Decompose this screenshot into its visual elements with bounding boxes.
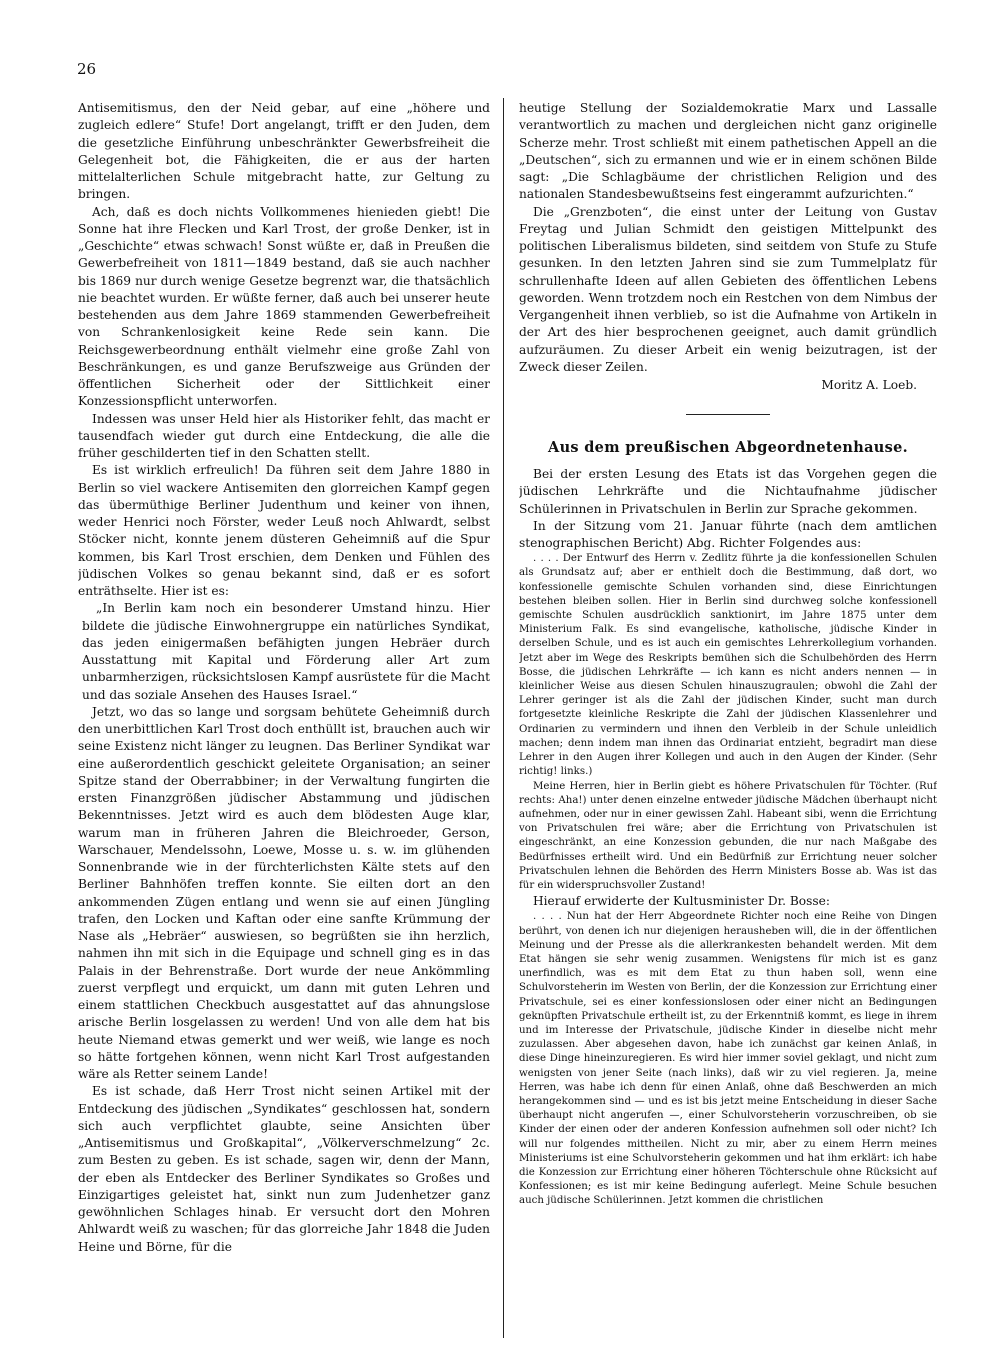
speech-paragraph: . . . . Nun hat der Herr Abgeordnete Richter noch eine Reihe von Dingen berührt, von denen ich nur diejenigen herausheben will, die in der öffentlichen Meinung und der Presse als die allerkrankesten behandelt werden. Mit dem Etat hängen sie sehr wenig zusammen. Wenigstens für mich ist es ganz unerfindlich, was es mit dem Etat zu thun haben soll, wenn eine Schulvorsteherin im Westen von Berlin, der die Konzession zur Errichtung einer Privatschule, sei es einer konfessionslosen oder einer nicht an Bedingungen geknüpften Privatschule ertheilt ist, zu der Erkenntniß kommt, es liege in ihrem und im Interesse der Privatschule, jüdische Kinder in dieselbe nicht mehr zuzulassen. Aber abgesehen davon, habe ich zunächst gar keinen Anlaß, in diese Dinge hineinzuregieren. Es wird hier immer soviel geklagt, und nicht zum wenigsten von jener Seite (nach links), daß wir zu viel regieren. Ja, meine Herren, was habe ich denn für einen Anlaß, ohne daß Beschwerden an mich herangekommen sind — und es ist bis jetzt meine Entscheidung in dieser Sache überhaupt nicht angerufen —, einer Schulvorsteherin vorzuschreiben, ob sie Kinder der einen oder der anderen Konfession aufnehmen soll oder nicht? Ich will nur folgendes mittheilen. Nicht zu mir, aber zu einem Herrn meines Ministeriums ist eine Schulvorsteherin gekommen und hat ihm erklärt: ich habe die Konzession zur Errichtung einer höheren Töchterschule ohne Rücksicht auf Konfessionen; es ist mir keine Bedingung auferlegt. Meine Schule besuchen auch jüdische Schülerinnen. Jetzt kommen die christlichen [519,911,937,1207]
page-number: 26 [77,60,97,78]
left-column [78,100,490,1338]
section-separator [686,414,770,415]
paragraph: Indessen was unser Held hier als Historiker fehlt, das macht er tausendfach wieder gut durch eine Entdeckung, die alle die früher geschilderten tief in den Schatten stellt. [78,411,490,460]
paragraph: Die „Grenzboten“, die einst unter der Leitung von Gustav Freytag und Julian Schmidt den geistigen Mittelpunkt des politischen Liberalismus bildeten, sind seitdem von Stufe zu Stufe gesunken. In den letzten Jahren sind sie zum Tummelplatz für schrullenhafte Ideen auf allen Gebieten des öffentlichen Lebens geworden. Wenn trotzdem noch ein Restchen von dem Nimbus der Vergangenheit ihnen verblieb, so ist die Aufnahme von Artikeln in der Art des hier besprochenen geeignet, auch damit gründlich aufzuräumen. Zu dieser Arbeit ein wenig beizutragen, ist der Zweck dieser Zeilen. [519,204,937,374]
paragraph: Antisemitismus, den der Neid gebar, auf eine „höhere und zugleich edlere“ Stufe! Dort angelangt, trifft er den Juden, dem die gesetzliche Einführung unbeschränkter Gewerbsfreiheit die Gelegenheit bot, die Fähigkeiten, die er aus der harten mittelalterlichen Schule mitgebracht hatte, zur Geltung zu bringen. [78,101,490,202]
section-heading: Aus dem preußischen Abgeordnetenhause. [548,439,908,456]
paragraph: Hierauf erwiderte der Kultusminister Dr. Bosse: [533,894,830,909]
paragraph: Bei der ersten Lesung des Etats ist das Vorgehen gegen die jüdischen Lehrkräfte und die Nichtaufnahme jüdischer Schülerinnen in Privatschulen in Berlin zur Sprache gekommen. [519,467,937,516]
column-divider [503,98,504,1338]
paragraph: Jetzt, wo das so lange und sorgsam behütete Geheimniß durch den unerbittlichen Karl Trost doch enthüllt ist, brauchen auch wir seine Existenz nicht länger zu leugnen. Das Berliner Syndikat war eine außerordentlich geschickt geleitete Organisation; an seiner Spitze stand der Oberrabbiner; in der Verwaltung fungirten die ersten Finanzgrößen jüdischer Abstammung und jüdischen Bekenntnisses. Jetzt wird es auch dem blödesten Auge klar, warum man in früheren Jahren die Bleichroeder, Gerson, Warschauer, Mendelssohn, Loewe, Mosse u. s. w. im glühenden Sonnenbrande wie in der fürchterlichsten Kälte stets auf den Berliner Bahnhöfen treffen konnte. Sie eilten dort an den ankommenden Zügen entlang und wenn sie auf einen Jüngling trafen, den Locken und Kaftan oder eine sanfte Krümmung der Nase als „Hebräer“ auswiesen, so begrüßten sie ihn herzlich, nahmen ihn mit sich in die Equipage und schnell ging es in das Palais in der Behrenstraße. Dort wurde der neue Ankömmling zuerst verpflegt und erquickt, um dann mit guten Lehren und einem stattlichen Checkbuch ausgestattet auf das ahnungslose arische Berlin losgelassen zu werden! Und von alle dem hat bis heute Niemand etwas gemerkt und wer weiß, wie lange es noch so hätte fortgehen können, wenn nicht Karl Trost aufgestanden wäre als Retter seinem Lande! [78,704,490,1081]
quotation: „In Berlin kam noch ein besonderer Umstand hinzu. Hier bildete die jüdische Einwohnergruppe ein natürliches Syndikat, das jeden einigermaßen befähigten jungen Hebräer durch Ausstattung mit Kapital und Förderung aller Art zum unbarmherzigen, rücksichtslosen Kampf ausrüstete für die Macht und das soziale Ansehen des Hauses Israel.“ [82,601,490,702]
right-column [519,100,937,1338]
paragraph: Ach, daß es doch nichts Vollkommenes hienieden giebt! Die Sonne hat ihre Flecken und Karl Trost, der große Denker, ist in „Geschichte“ etwas schwach! Sonst wüßte er, daß in Preußen die Gewerbefreiheit von 1811—1849 bestand, daß sie auch nachher bis 1869 nur durch wenige Gesetze begrenzt war, die thatsächlich nie beachtet wurden. Er wüßte ferner, daß auch bei unserer heute bestehenden aus dem Jahre 1869 stammenden Gewerbefreiheit von Schrankenlosigkeit keine Rede sein kann. Die Reichsgewerbeordnung enthält vielmehr eine große Zahl von Beschränkungen, es und ganze Berufszweige aus Gründen der öffentlichen Sicherheit oder der Sittlichkeit einer Konzessionspflicht unterworfen. [78,204,490,409]
paragraph: Es ist wirklich erfreulich! Da führen seit dem Jahre 1880 in Berlin so viel wackere Antisemiten den glorreichen Kampf gegen das übermüthige Berliner Judenthum und keiner von ihnen, weder Henrici noch Förster, weder Leuß noch Ahlwardt, selbst Stöcker nicht, konnte jenem düsteren Geheimniß auf die Spur kommen, bis Karl Trost erschien, dem Denken und Fühlen des jüdischen Volkes so genau bekannt sind, daß er es sofort enträthselte. Hier ist es: [78,463,490,598]
speech-paragraph: Meine Herren, hier in Berlin giebt es höhere Privatschulen für Töchter. (Ruf rechts: Aha!) unter denen einzelne entweder jüdische Mädchen überhaupt nicht aufnehmen, oder nur in einer gewissen Zahl. Habeant sibi, wenn die Errichtung von Privatschulen frei wäre; aber die Errichtung von Privatschulen ist eingeschränkt, an eine Konzession gebunden, die nur nach Maßgabe des Bedürfnisses ertheilt wird. Und ein Bedürfniß zur Errichtung neuer solcher Privatschulen lehnen die Behörden des Herrn Ministers Bosse ab. Was ist das für ein widerspruchsvoller Zustand! [519,780,937,891]
speech-paragraph: . . . . Der Entwurf des Herrn v. Zedlitz führte ja die konfessionellen Schulen als Grundsatz auf; aber er enthielt doch die Bestimmung, daß dort, wo konfessionelle gemischte Schulen vorhanden sind, diese Einrichtungen bestehen bleiben sollen. Hier in Berlin sind durchweg solche konfessionell gemischte Schulen ausdrücklich sanktionirt, im Jahre 1875 unter dem Ministerium Falk. Es sind evangelische, katholische, jüdische Kinder in derselben Schule, und es ist auch ein gemischtes Lehrerkollegium vorhanden. Jetzt aber im Wege des Reskripts bemühen sich die Schulbehörden des Herrn Bosse, die jüdischen Lehrkräfte — ich kann es nicht anders nennen — in kleinlicher Weise aus diesen Schulen hinauszugraulen; obwohl die Zahl der Lehrer geringer ist als die Zahl der jüdischen Kinder, sucht man durch fortgesetzte kleinliche Reskripte die Zahl der jüdischen Klassenlehrer und Ordinarien zu vermindern und ihnen den Verbleib in der Schule unleidlich machen; denn indem man ihnen das Ordinariat entzieht, begradirt man diese Lehrer in den Augen ihrer Kollegen und auch in den Augen der Kinder. (Sehr richtig! links.) [519,553,937,778]
paragraph: In der Sitzung vom 21. Januar führte (nach dem amtlichen stenographischen Bericht) Abg. Richter Folgendes aus: [519,518,937,550]
paragraph: Es ist schade, daß Herr Trost nicht seinen Artikel mit der Entdeckung des jüdischen „Syndikates“ geschlossen hat, sondern sich auch verpflichtet glaubte, seine Ansichten über „Antisemitismus und Großkapital“, „Völkerverschmelzung“ 2c. zum Besten zu geben. Es ist schade, sagen wir, denn der Mann, der eben als Entdecker des Berliner Syndikates so Großes und Einzigartiges geleistet hat, sinkt nun zum Judenhetzer ganz gewöhnlichen Schlages hinab. Er versucht dort den Mohren Ahlwardt weiß zu waschen; für das glorreiche Jahr 1848 die Juden Heine und Börne, für die [78,1084,490,1254]
paragraph: heutige Stellung der Sozialdemokratie Marx und Lassalle verantwortlich zu machen und dergleichen nicht ganz originelle Scherze mehr. Trost schließt mit einem pathetischen Appell an die „Deutschen“, sich zu ermannen und wie er in einem schönen Bilde sagt: „Die Schlagbäume der christlichen Religion und des nationalen Standesbewußtseins fest eingerammt aufzurichten.“ [519,101,937,202]
author-signature: Moritz A. Loeb. [821,378,917,392]
